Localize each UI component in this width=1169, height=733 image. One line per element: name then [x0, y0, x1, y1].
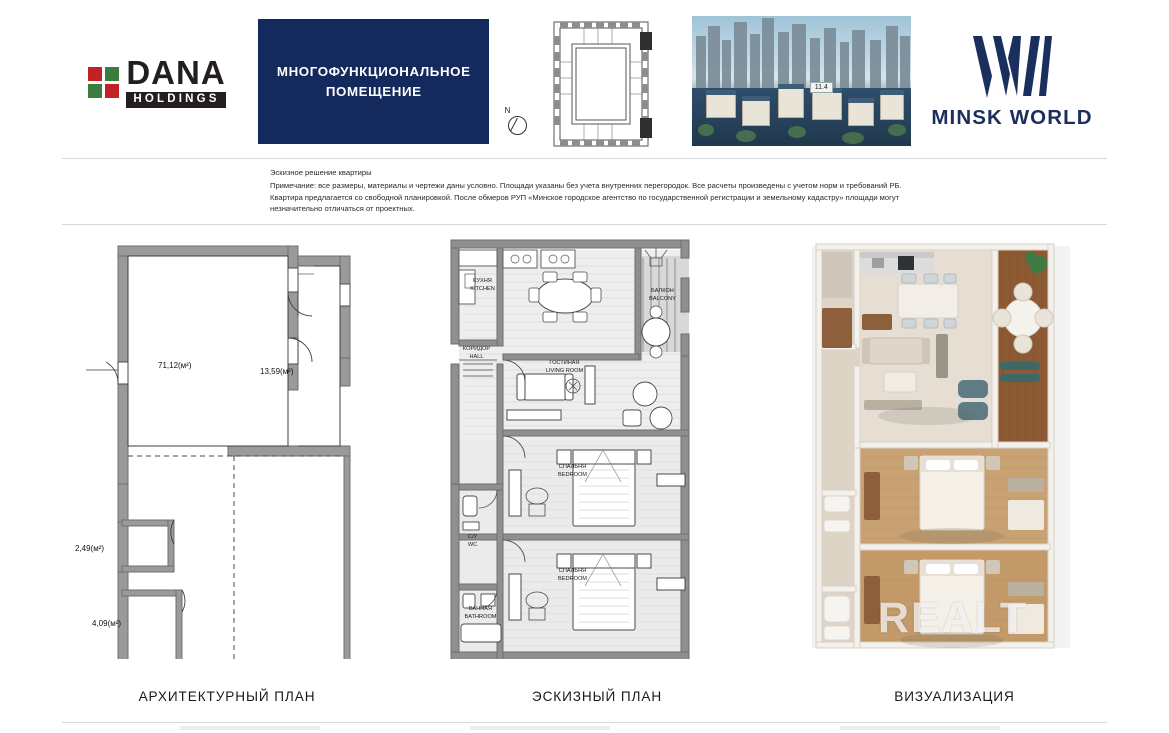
area-label: 71,12(м²) [158, 361, 192, 370]
architectural-plan-svg [62, 234, 392, 659]
compass-north-icon [504, 106, 534, 140]
watermark: REALT [878, 594, 1029, 642]
room-label-bathroom: ВАННАЯ BATHROOM [464, 606, 497, 620]
notes-line1: Эскизное решение квартиры [270, 168, 372, 177]
sketch-plan-panel [445, 234, 750, 704]
visualization-svg [802, 234, 1107, 659]
header-divider [62, 158, 1107, 159]
footer-mark [180, 726, 320, 730]
visualization-render [802, 234, 1107, 659]
dana-wordmark: DANA [126, 54, 226, 92]
complex-aerial-render [692, 16, 911, 146]
footer-divider [62, 722, 1107, 723]
document-header [62, 8, 1107, 156]
area-label: 2,49(м²) [75, 544, 105, 553]
sketch-plan-caption: ЭСКИЗНЫЙ ПЛАН [531, 689, 663, 704]
dana-squares-icon [88, 67, 119, 98]
room-label-living-room: ГОСТИНАЯ LIVING ROOM [545, 360, 584, 374]
architectural-plan-panel [62, 234, 392, 704]
footer-mark [840, 726, 1000, 730]
architectural-plan-caption: АРХИТЕКТУРНЫЙ ПЛАН [138, 689, 316, 704]
dana-holdings-logo [62, 8, 252, 156]
visualization-caption: ВИЗУАЛИЗАЦИЯ [894, 689, 1015, 704]
minsk-world-logo [917, 8, 1107, 156]
minsk-world-wordmark: MINSK WORLD [931, 106, 1093, 129]
sketch-plan-drawing [445, 234, 750, 659]
render-badge: 11.4 [810, 82, 833, 93]
area-label: 4,09(м²) [92, 619, 122, 628]
sketch-plan-svg [445, 234, 750, 659]
room-label-kitchen: КУХНЯ KITCHEN [470, 278, 495, 292]
key-plan-block [496, 8, 686, 156]
room-label-balcony: БАЛКОН BALCONY [649, 288, 676, 302]
plan-title-line2: ПОМЕЩЕНИЕ [325, 83, 422, 99]
compass-label: N [504, 106, 511, 115]
building-key-plan-icon [540, 14, 662, 154]
dana-subtitle: HOLDINGS [126, 92, 225, 108]
plan-title-block [258, 19, 489, 144]
area-label: 13,59(м²) [260, 367, 294, 376]
footer-mark [470, 726, 610, 730]
room-label-bedroom-1: СПАЛЬНЯ BEDROOM [558, 464, 587, 478]
notes-divider [62, 224, 1107, 225]
minsk-world-monogram-icon [969, 34, 1055, 100]
room-label-bedroom-2: СПАЛЬНЯ BEDROOM [558, 568, 587, 582]
visualization-panel [802, 234, 1107, 704]
plan-title-line1: МНОГОФУНКЦИОНАЛЬНОЕ [276, 64, 471, 80]
plan-panels [62, 234, 1107, 704]
disclaimer-notes [270, 167, 915, 215]
architectural-plan-drawing [62, 234, 392, 659]
notes-line2: Примечание: все размеры, материалы и чертежи даны условно. Площади указаны без учета внутренних перегородок. Все расчеты произведены с учетом норм и требований РБ. Квартира предлагается со свободной планировкой. После обмеров РУП «Минское городское агентство по государственной регистрации и земельному кадастру» площади могут незначительно отличаться от проектных. [270, 180, 902, 214]
room-label-hall: КОРИДОР HALL [462, 346, 491, 360]
room-label-wc: С/У WC [467, 534, 478, 548]
